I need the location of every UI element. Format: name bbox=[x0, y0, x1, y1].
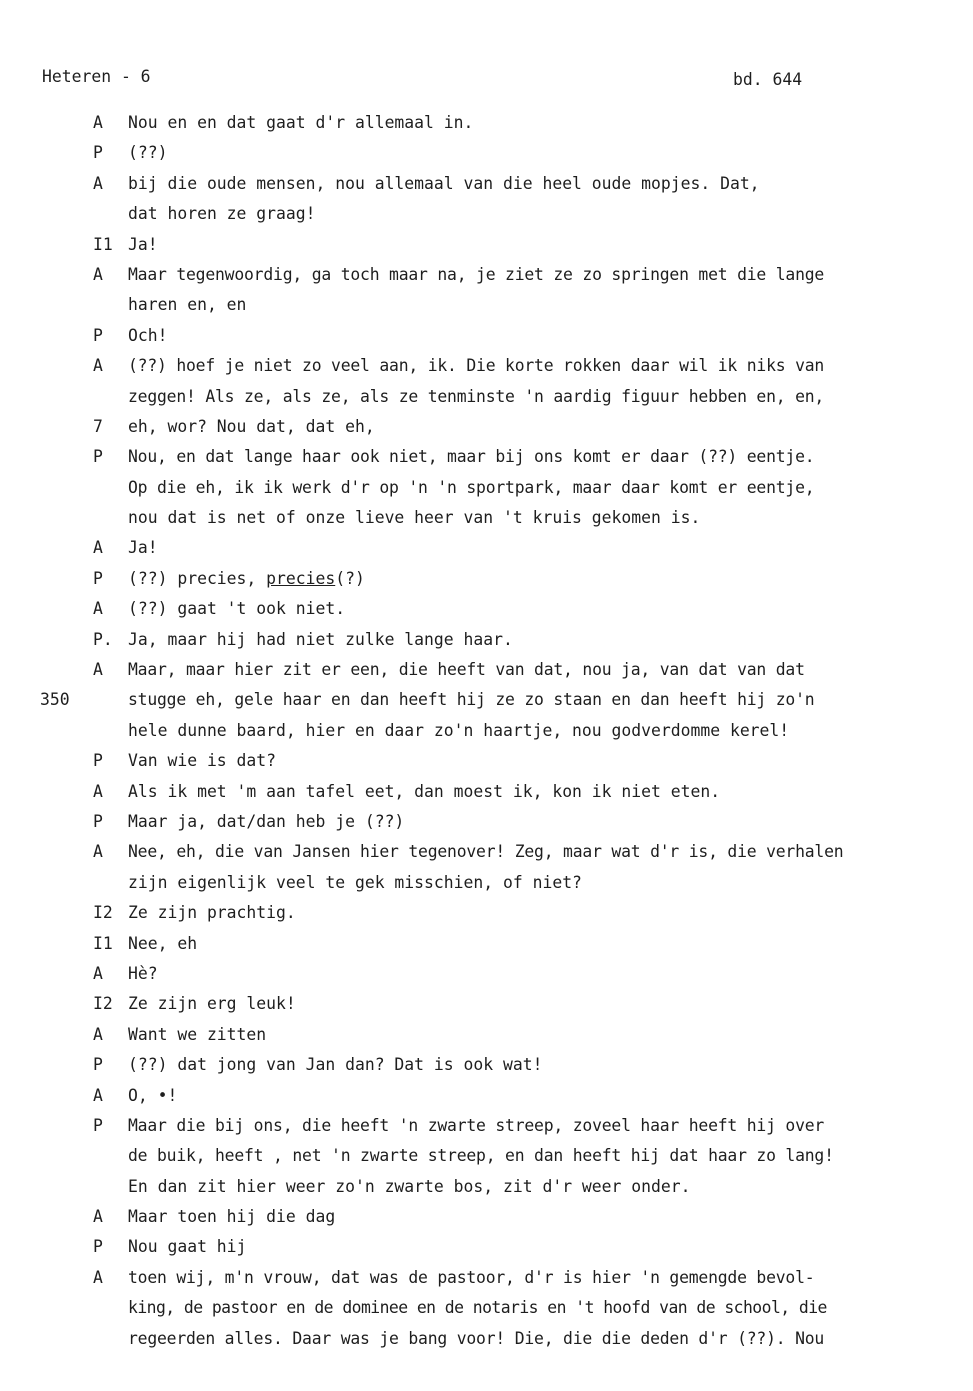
utterance-line: En dan zit hier weer zo'n zwarte bos, zit d'r weer onder. bbox=[128, 1176, 691, 1196]
utterance bbox=[0, 1263, 973, 1354]
utterance-line: Hè? bbox=[128, 963, 158, 983]
margin-line-number: 350 bbox=[40, 690, 70, 710]
speaker-label: A bbox=[93, 113, 103, 132]
utterance-line: Ze zijn erg leuk! bbox=[128, 994, 296, 1014]
speaker-label: P bbox=[93, 811, 103, 831]
utterance bbox=[0, 533, 973, 563]
speaker-label: P. bbox=[93, 629, 113, 649]
header-location: Heteren - 6 bbox=[42, 67, 151, 86]
utterance-line: O, •! bbox=[128, 1085, 178, 1105]
utterance-line: Want we zitten bbox=[128, 1024, 267, 1044]
speaker-label: A bbox=[93, 842, 103, 862]
speaker-label: P bbox=[93, 1237, 103, 1257]
utterance bbox=[0, 807, 973, 837]
utterance bbox=[0, 594, 973, 624]
speaker-label: I2 bbox=[93, 903, 113, 923]
utterance-line: hele dunne baard, hier en daar zo'n haartje, nou godverdomme kerel! bbox=[128, 720, 790, 740]
speaker-label: I1 bbox=[93, 234, 113, 254]
speaker-label: I2 bbox=[93, 994, 113, 1014]
utterance-line-underlined: (??) precies, precies(?) bbox=[128, 568, 365, 588]
speaker-label: A bbox=[93, 264, 103, 284]
speaker-label: A bbox=[93, 963, 103, 983]
utterance-line: toen wij, m'n vrouw, dat was de pastoor, d'r is hier 'n gemengde bevol- bbox=[128, 1267, 815, 1287]
utterance bbox=[0, 777, 973, 807]
utterance bbox=[0, 412, 973, 442]
utterance-line: king, de pastoor en de dominee en de notaris en 't hoofd van de school, die bbox=[128, 1298, 827, 1318]
speaker-label: P bbox=[93, 325, 103, 345]
utterance bbox=[0, 1232, 973, 1262]
utterance-line: Ja, maar hij had niet zulke lange haar. bbox=[128, 629, 513, 649]
utterance bbox=[0, 230, 973, 260]
utterance-line: zeggen! Als ze, als ze, als ze tenminste 'n aardig figuur hebben en, en, bbox=[128, 386, 825, 406]
utterance-line: Maar tegenwoordig, ga toch maar na, je ziet ze zo springen met die lange bbox=[128, 264, 825, 284]
speaker-label: A bbox=[93, 1267, 103, 1287]
speaker-label: 7 bbox=[93, 416, 103, 436]
utterance-line: Nee, eh, die van Jansen hier tegenover! Zeg, maar wat d'r is, die verhalen bbox=[128, 842, 844, 862]
speaker-label: A bbox=[93, 599, 103, 619]
utterance-line: stugge eh, gele haar en dan heeft hij ze zo staan en dan heeft hij zo'n bbox=[128, 690, 815, 710]
utterance-line: regeerden alles. Daar was je bang voor! Die, die die deden d'r (??). Nou bbox=[128, 1328, 825, 1348]
utterance-line: Maar, maar hier zit er een, die heeft van dat, nou ja, van dat van dat bbox=[128, 660, 805, 680]
utterance bbox=[0, 898, 973, 928]
utterance bbox=[0, 442, 973, 533]
speaker-label: P bbox=[93, 143, 103, 163]
utterance-line: Van wie is dat? bbox=[128, 751, 277, 771]
speaker-label: A bbox=[93, 781, 103, 801]
speaker-label: A bbox=[93, 660, 103, 680]
speaker-label: P bbox=[93, 1055, 103, 1075]
utterance bbox=[0, 989, 973, 1019]
utterance bbox=[0, 625, 973, 655]
utterance-line: (??) bbox=[128, 143, 168, 163]
utterance bbox=[0, 746, 973, 776]
utterance-line: haren en, en bbox=[128, 295, 247, 315]
speaker-label: P bbox=[93, 568, 103, 588]
speaker-label: P bbox=[93, 751, 103, 771]
utterance-line: de buik, heeft , net 'n zwarte streep, en dan heeft hij dat haar zo lang! bbox=[128, 1146, 834, 1166]
utterance-line: Och! bbox=[128, 325, 168, 345]
utterance-line: Op die eh, ik ik werk d'r op 'n 'n sportpark, maar daar komt er eentje, bbox=[128, 477, 815, 497]
utterance-line: (??) dat jong van Jan dan? Dat is ook wat! bbox=[128, 1055, 543, 1075]
utterance bbox=[0, 321, 973, 351]
speaker-label: A bbox=[93, 1024, 103, 1044]
speaker-label: P bbox=[93, 1115, 103, 1135]
utterance-line: nou dat is net of onze lieve heer van 't kruis gekomen is. bbox=[128, 508, 701, 528]
utterance bbox=[0, 108, 973, 138]
utterance-line: Maar ja, dat/dan heb je (??) bbox=[128, 811, 405, 831]
utterance-line: (??) hoef je niet zo veel aan, ik. Die korte rokken daar wil ik niks van bbox=[128, 356, 825, 376]
utterance bbox=[0, 169, 973, 230]
utterance-line: Als ik met 'm aan tafel eet, dan moest ik, kon ik niet eten. bbox=[128, 781, 721, 801]
speaker-label: A bbox=[93, 1207, 103, 1227]
speaker-label: A bbox=[93, 173, 103, 193]
utterance-line: Ja! bbox=[128, 538, 158, 558]
utterance bbox=[0, 655, 973, 746]
speaker-label: A bbox=[93, 538, 103, 558]
utterance bbox=[0, 837, 973, 898]
utterance-line: Nou en en dat gaat d'r allemaal in. bbox=[128, 113, 474, 132]
utterance bbox=[0, 1111, 973, 1202]
transcript-body bbox=[0, 108, 973, 1354]
speaker-label: I1 bbox=[93, 933, 113, 953]
utterance-line: zijn eigenlijk veel te gek misschien, of niet? bbox=[128, 872, 582, 892]
utterance-line: eh, wor? Nou dat, dat eh, bbox=[128, 416, 375, 436]
utterance bbox=[0, 1020, 973, 1050]
speaker-label: P bbox=[93, 447, 103, 467]
utterance-line: (??) gaat 't ook niet. bbox=[128, 599, 346, 619]
utterance-line: Ze zijn prachtig. bbox=[128, 903, 296, 923]
utterance-line: Nou, en dat lange haar ook niet, maar bij ons komt er daar (??) eentje. bbox=[128, 447, 815, 467]
utterance bbox=[0, 564, 973, 594]
utterance bbox=[0, 929, 973, 959]
header-page-ref: bd. 644 bbox=[733, 70, 803, 89]
utterance-line: bij die oude mensen, nou allemaal van die heel oude mopjes. Dat, bbox=[128, 173, 760, 193]
utterance-line: Maar die bij ons, die heeft 'n zwarte streep, zoveel haar heeft hij over bbox=[128, 1115, 825, 1135]
utterance bbox=[0, 1202, 973, 1232]
utterance bbox=[0, 260, 973, 321]
utterance-line: Ja! bbox=[128, 234, 158, 254]
utterance bbox=[0, 351, 973, 412]
speaker-label: A bbox=[93, 1085, 103, 1105]
utterance-line: Maar toen hij die dag bbox=[128, 1207, 336, 1227]
utterance bbox=[0, 138, 973, 168]
utterance bbox=[0, 1050, 973, 1080]
underlined-word: precies bbox=[266, 568, 336, 588]
utterance bbox=[0, 1081, 973, 1111]
utterance-line: dat horen ze graag! bbox=[128, 204, 316, 224]
utterance-line: Nou gaat hij bbox=[128, 1237, 247, 1257]
utterance-line: Nee, eh bbox=[128, 933, 198, 953]
utterance bbox=[0, 959, 973, 989]
speaker-label: A bbox=[93, 356, 103, 376]
